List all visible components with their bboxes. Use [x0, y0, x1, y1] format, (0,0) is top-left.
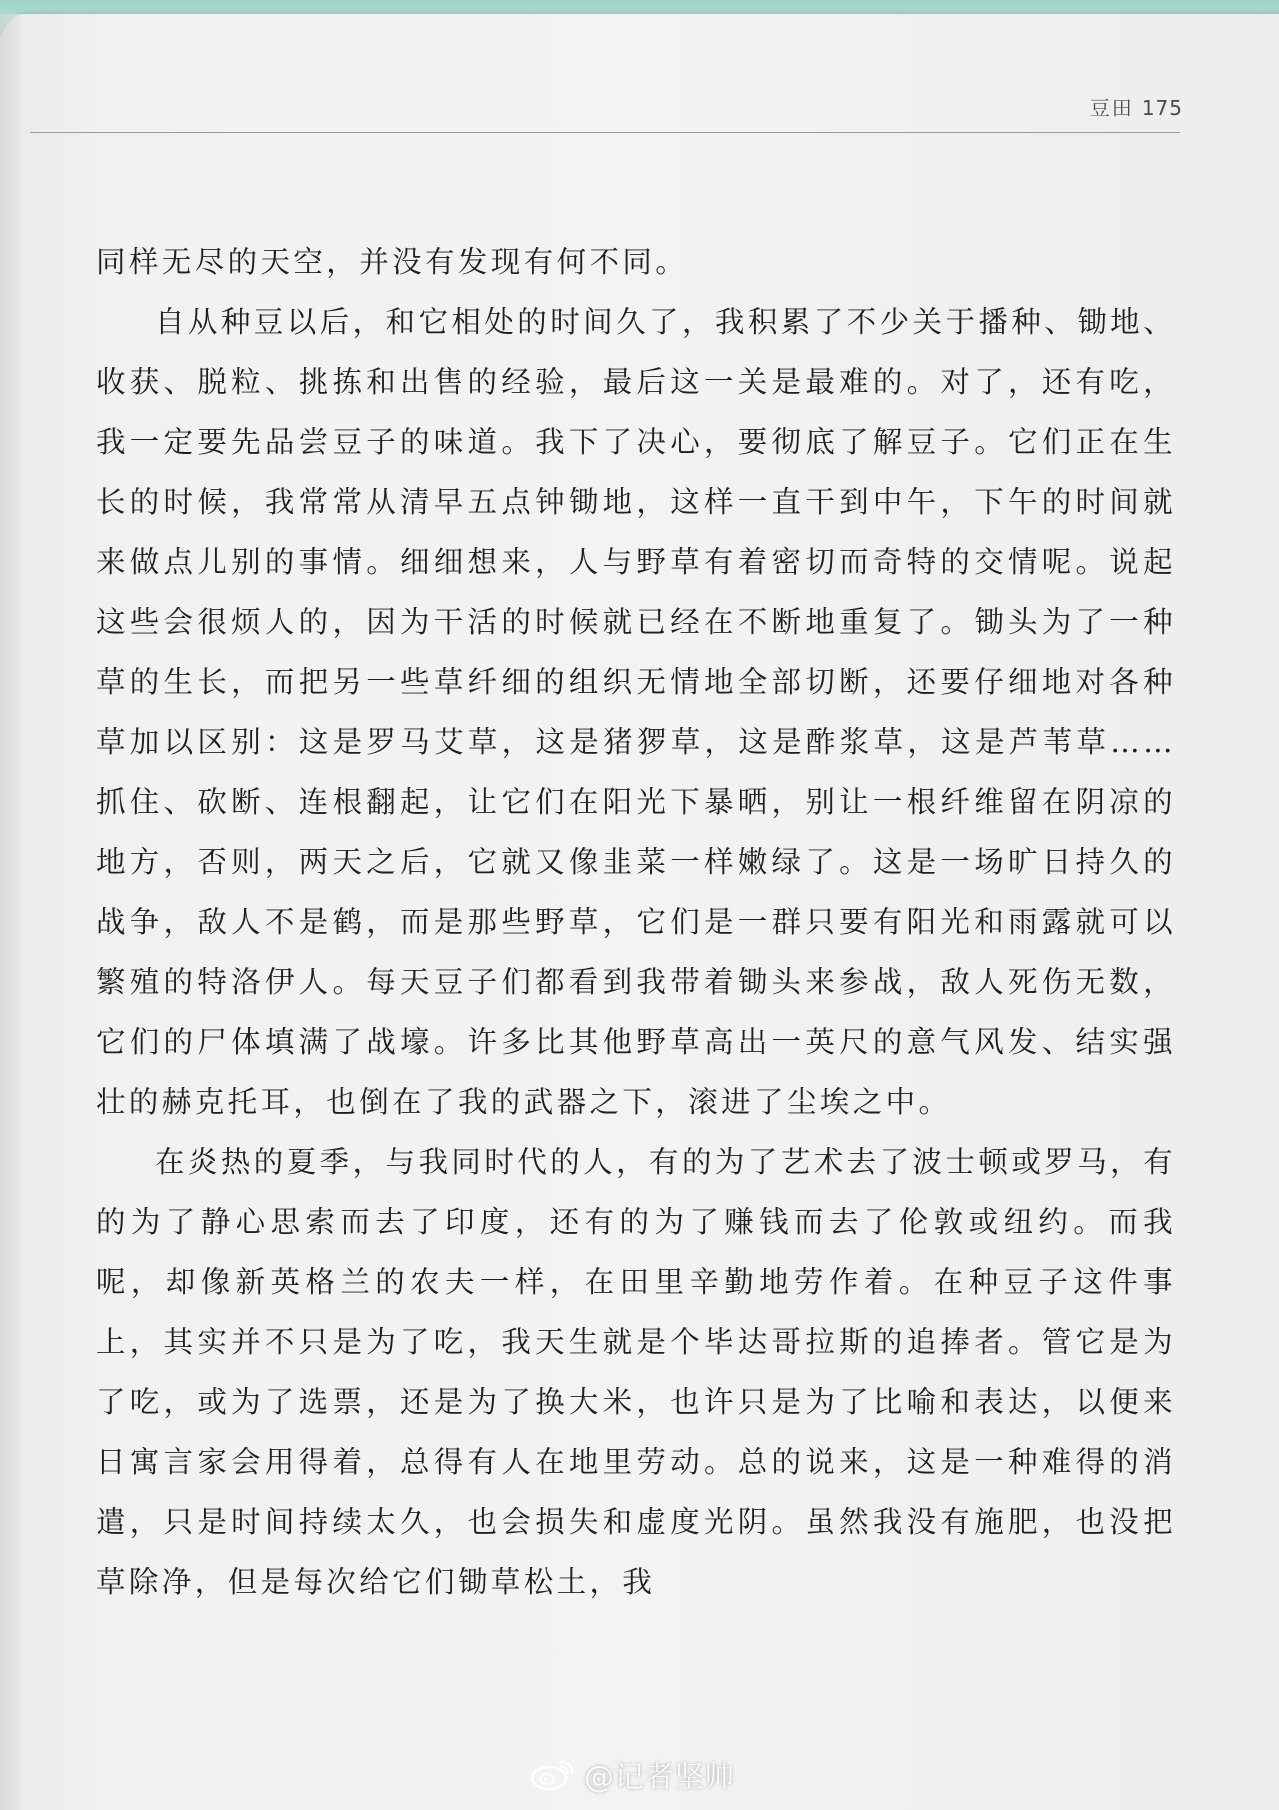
page-number: 175 — [1141, 96, 1183, 120]
watermark-text: @记者坚帅 — [584, 1760, 734, 1795]
weibo-logo-icon — [530, 1757, 576, 1791]
paragraph: 自从种豆以后，和它相处的时间久了，我积累了不少关于播种、锄地、收获、脱粒、挑拣和出售的经验，最后这一关是最难的。对了，还有吃，我一定要先品尝豆子的味道。我下了决心，要彻底了解豆子。它们正在生长的时候，我常常从清早五点钟锄地，这样一直干到中午，下午的时间就来做点儿别的事情。细细想来，人与野草有着密切而奇特的交情呢。说起这些会很烦人的，因为干活的时候就已经在不断地重复了。锄头为了一种草的生长，而把另一些草纤细的组织无情地全部切断，还要仔细地对各种草加以区别：这是罗马艾草，这是猪猡草，这是酢浆草，这是芦苇草……抓住、砍断、连根翻起，让它们在阳光下暴晒，别让一根纤维留在阴凉的地方，否则，两天之后，它就又像韭菜一样嫩绿了。这是一场旷日持久的战争，敌人不是鹤，而是那些野草，它们是一群只要有阳光和雨露就可以繁殖的特洛伊人。每天豆子们都看到我带着锄头来参战，敌人死伤无数，它们的尸体填满了战壕。许多比其他野草高出一英尺的意气风发、结实强壮的赫克托耳，也倒在了我的武器之下，滚进了尘埃之中。 — [96, 305, 1176, 1119]
chapter-title: 豆田 — [1089, 96, 1134, 120]
page-edge-shadow — [0, 14, 20, 1810]
body-text — [96, 232, 1176, 1612]
header-rule — [30, 132, 1180, 133]
watermark — [530, 1752, 734, 1796]
running-header — [1090, 92, 1183, 121]
paragraph: 在炎热的夏季，与我同时代的人，有的为了艺术去了波士顿或罗马，有的为了静心思索而去了印度，还有的为了赚钱而去了伦敦或纽约。而我呢，却像新英格兰的农夫一样，在田里辛勤地劳作着。在种豆子这件事上，其实并不只是为了吃，我天生就是个毕达哥拉斯的追捧者。管它是为了吃，或为了选票，还是为了换大米，也许只是为了比喻和表达，以便来日寓言家会用得着，总得有人在地里劳动。总的说来，这是一种难得的消遣，只是时间持续太久，也会损失和虚度光阴。虽然我没有施肥，也没把草除净，但是每次给它们锄草松土，我 — [96, 1145, 1176, 1599]
paragraph-continued: 同样无尽的天空，并没有发现有何不同。 — [96, 245, 689, 279]
